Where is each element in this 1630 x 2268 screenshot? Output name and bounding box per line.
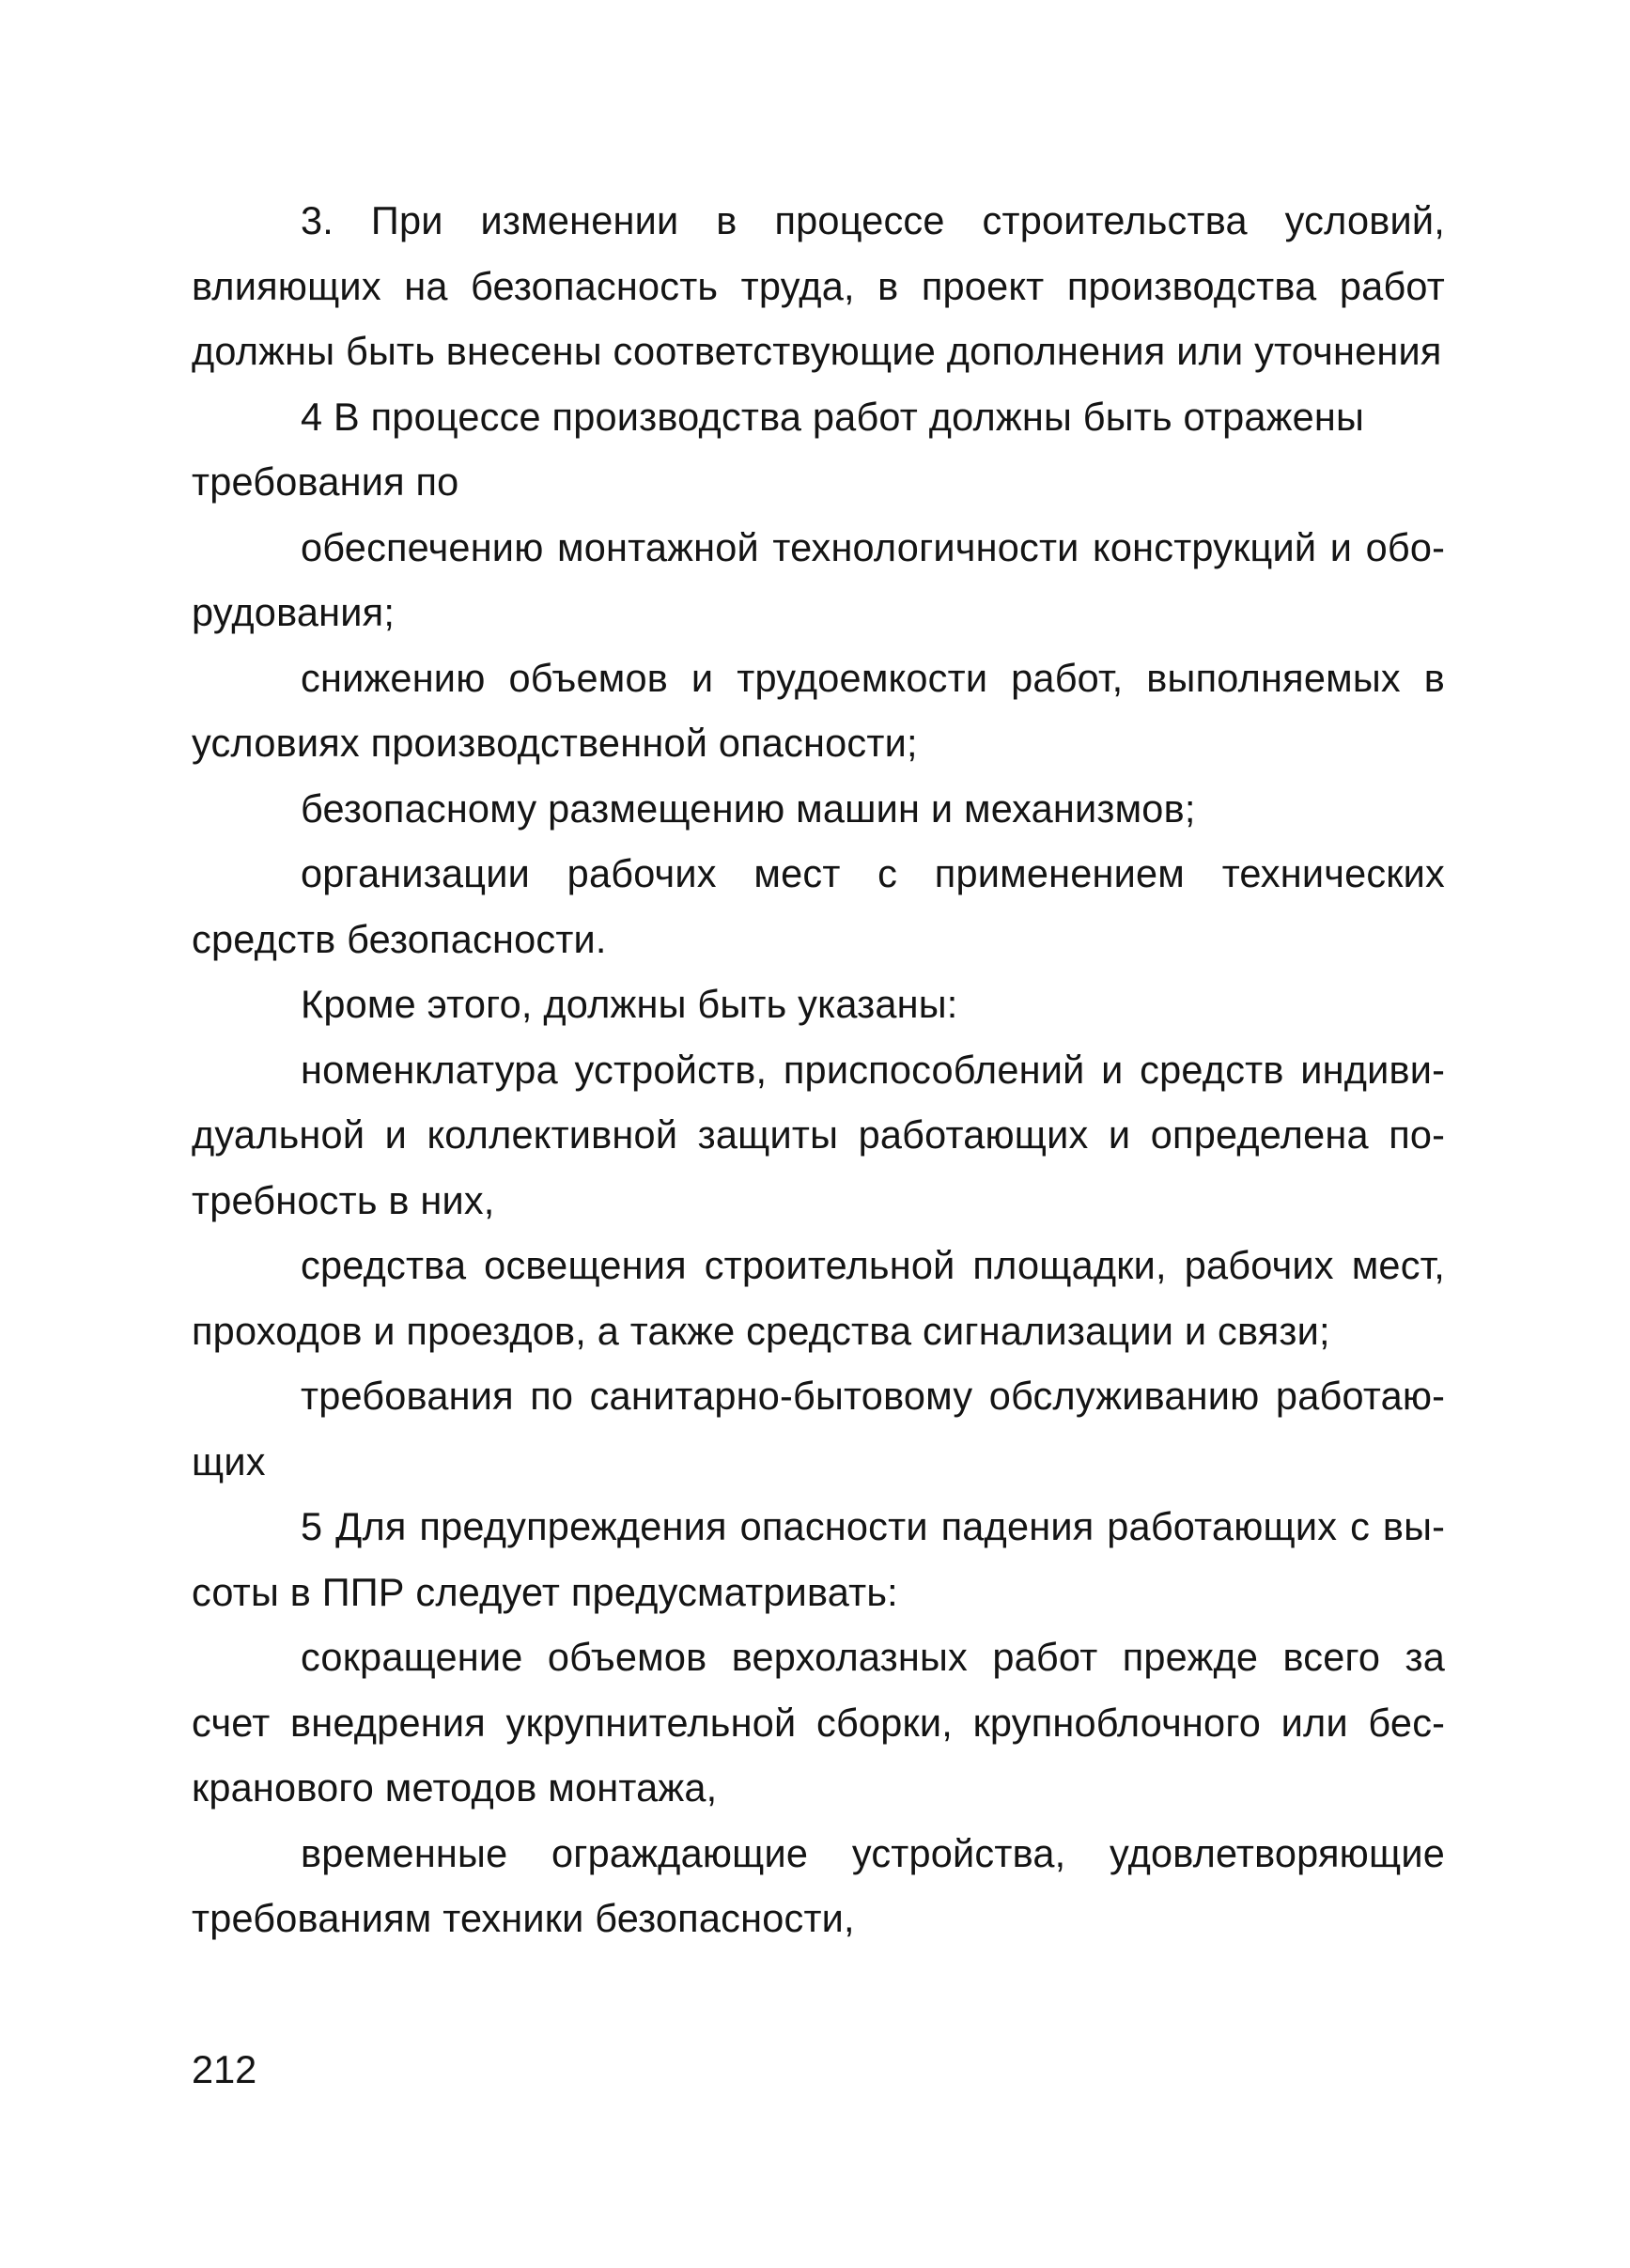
list-item: организации рабочих мест с применением технических средств безопасности. <box>192 851 1445 961</box>
list-item: обеспечению монтажной технологичности конструкций и оборудования; <box>192 524 1445 634</box>
list-item: снижению объемов и трудоемкости работ, выполняемых в условиях производственной опасности; <box>192 655 1445 765</box>
paragraph-item-5: 5 Для предупреждения опасности падения работающих с высоты в ППР следует предусматривать: <box>192 1504 1445 1614</box>
list-item: номенклатура устройств, приспособлений и средств индивидуальной и коллективной защиты работающих и определена потребность в них, <box>192 1047 1445 1222</box>
paragraph-item-4-continuation: требования по <box>192 459 459 504</box>
paragraph-item-3: 3. При изменении в процессе строительства условий, влияющих на безопасность труда, в проект производства работ должны быть внесены соответствующие дополнения или уточнения <box>192 198 1445 373</box>
list-item: средства освещения строительной площадки, рабочих мест, проходов и проездов, а также средства сигнализации и связи; <box>192 1243 1445 1353</box>
list-item: временные ограждающие устройства, удовлетворяющие требованиям техники безопасности, <box>192 1830 1445 1940</box>
list-item: безопасному размещению машин и механизмов; <box>301 785 1196 831</box>
paragraph-item-4: 4 В процессе производства работ должны быть отражены <box>301 394 1365 439</box>
paragraph-lead: Кроме этого, должны быть указаны: <box>301 982 958 1026</box>
list-item: требования по санитарно-бытовому обслуживанию работающих <box>192 1374 1445 1484</box>
page-number: 212 <box>192 2047 257 2091</box>
list-item: сокращение объемов верхолазных работ прежде всего за счет внедрения укрупнительной сборки, крупноблочного или бескранового методов монтажа, <box>192 1635 1445 1810</box>
body-text <box>192 188 1445 1951</box>
